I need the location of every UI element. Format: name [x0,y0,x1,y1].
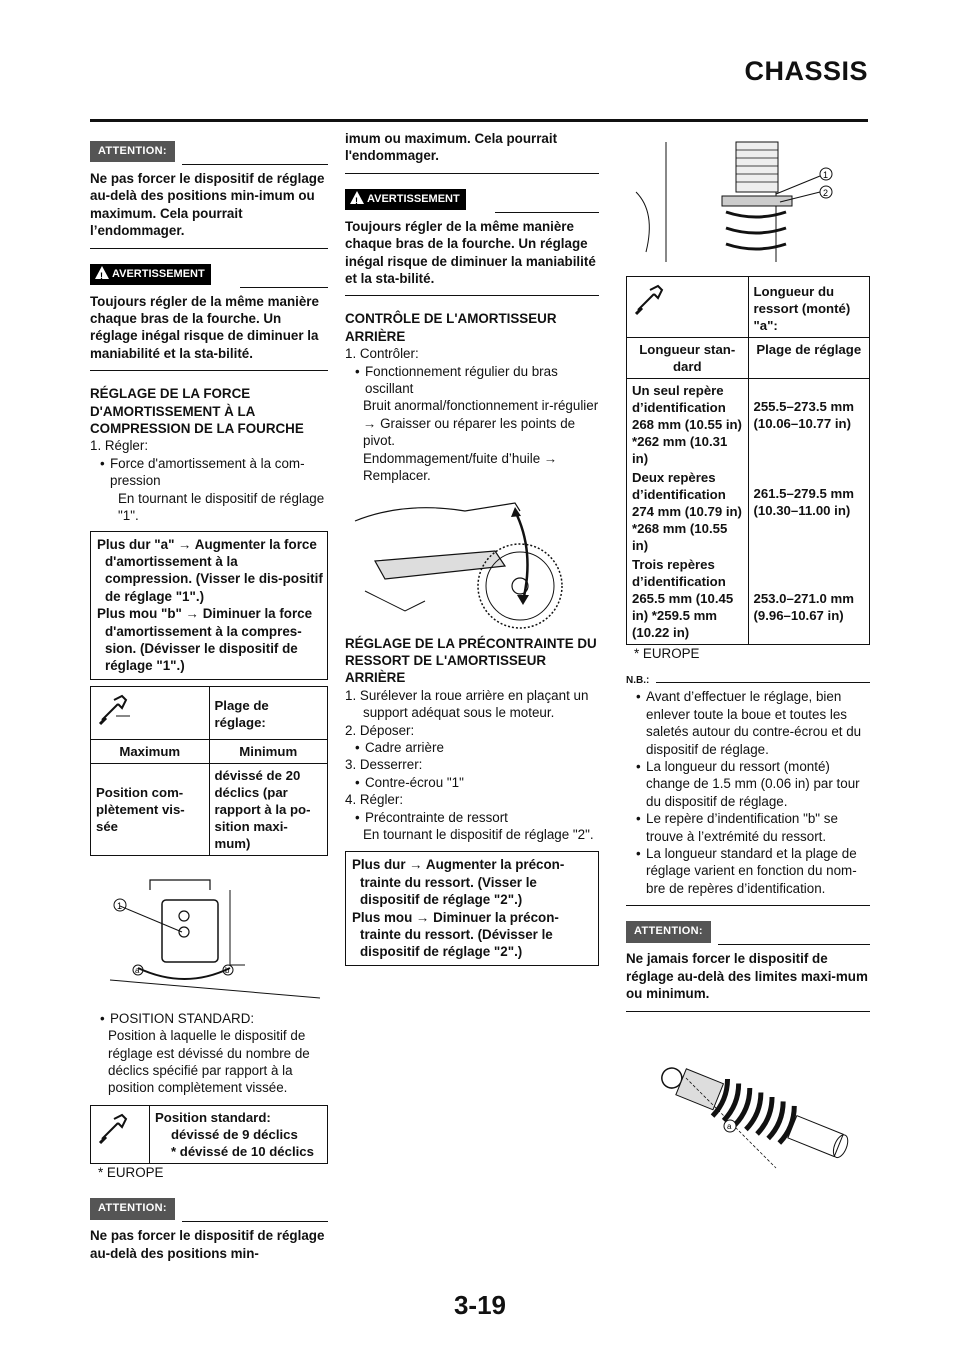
bullet: • Cadre arrière [345,739,599,756]
bullet: • Contre-écrou "1" [345,774,599,791]
warning-label [90,264,211,285]
caution-label: ATTENTION: [90,1198,175,1219]
nb-heading [626,670,870,688]
europe-note: * EUROPE [98,1164,164,1180]
std-row-2: Deux repères d’identification 274 mm (10.79 in) *268 mm (10.55 in) [632,470,742,553]
wrench-icon [96,1109,136,1149]
caution-text: Ne pas forcer le dispositif de réglage au-delà des positions min-imum ou maximum. Cela pourrait l’endommager. [90,160,328,249]
col-min: Minimum [209,739,328,763]
column-2 [345,130,599,966]
caution-rule [182,1221,328,1222]
sub-text: Endommagement/fuite d’huile → Remplacer. [363,450,558,484]
warning-label [345,189,466,210]
callout-1: 1 [117,900,123,911]
warning-heading [345,186,599,208]
range-values [748,379,870,645]
shock-spring-illustration [626,132,870,274]
adjust-box [345,851,599,965]
callout-1: 1 [823,170,829,180]
caution-rule [718,944,870,945]
warning-icon [350,191,364,204]
europe-note: * EUROPE [634,646,700,661]
nb-item: • Avant d’effectuer le réglage, bien enlever toute la boue et toutes les saletés autour du contre-écrou et du dispositif de réglage. [626,688,870,758]
column-1 [90,130,328,1262]
fork-adjuster-illustration [90,870,330,1000]
bullet: • POSITION STANDARD: [90,1010,328,1027]
spec-title: Plage de réglage: [209,686,328,739]
spec-table-1 [90,686,328,856]
section-heading: RÉGLAGE DE LA PRÉCONTRAINTE DU RESSORT DE L'AMORTISSEUR ARRIÈRE [345,635,597,686]
wrench-icon-cell [91,1105,150,1163]
spec-title: Longueur du ressort (monté) "a": [748,277,870,338]
warning-rule [495,212,599,213]
adjust-line-2: Plus mou → Diminuer la précon-trainte du ressort. (Dévisser le dispositif de réglage "2".) [352,909,559,960]
section-heading: CONTRÔLE DE L'AMORTISSEUR ARRIÈRE [345,311,557,344]
caution-heading [626,918,870,940]
warning-icon [95,266,109,279]
bullet: • Précontrainte de ressort [345,809,599,826]
nb-label: N.B.: [626,675,650,687]
step: 3. Desserrer: [345,757,423,773]
caution-text: Ne pas forcer le dispositif de réglage au-delà des positions min- [90,1228,325,1261]
warning-text: Toujours régler de la même manière chaque bras de la fourche. Un réglage inégal risque de diminuer la maniabilité et la sta-bilité. [90,283,328,372]
std-row-1: Un seul repère d’identification 268 mm (10.55 in) *262 mm (10.31 in) [632,383,742,466]
caution-text: Ne jamais forcer le dispositif de réglage au-delà des limites maxi-mum ou minimum. [626,940,870,1011]
bullet: • Force d'amortissement à la com-pression [90,455,328,490]
page-number: 3-19 [453,1290,507,1320]
wrench-icon [632,280,672,320]
warning-label-text: AVERTISSEMENT [367,192,460,205]
sub-text: En tournant le dispositif de réglage "1". [118,490,325,524]
callout-a: a [135,965,140,975]
nb-item: • La longueur standard et la plage de réglage varient en fonction du nom-bre de repères d’identification. [626,845,870,906]
caution-continued: imum ou maximum. Cela pourrait l'endommager. [345,130,599,174]
range-row-2: 261.5–279.5 mm (10.30–11.00 in) [753,486,854,518]
callout-a: a [727,1121,732,1131]
warning-label-text: AVERTISSEMENT [112,267,205,280]
sub-text: Bruit anormal/fonctionnement ir-régulier → Graisser ou réparer les points de pivot. [363,398,599,449]
step: 1. Surélever la roue arrière en plaçant un support adéquat sous le moteur. [345,687,589,721]
shock-top-figure [626,132,870,274]
adjust-box [90,531,328,680]
wrench-icon-cell [91,686,210,739]
spec-line-1: dévissé de 9 déclics [171,1126,298,1142]
shock-absorber-figure [626,1028,870,1188]
step: 1. Contrôler: [345,346,419,362]
swingarm-illustration [345,491,595,631]
wrench-icon-cell [627,277,749,338]
step: 1. Régler: [90,438,149,454]
warning-heading [90,261,328,283]
column-3 [626,132,870,1188]
nb-rule [656,682,870,683]
sub-text: Position à laquelle le dispositif de réglage est dévissé du nombre de déclics spécifié par rapport à la position complètement vissée. [108,1028,310,1096]
caution-heading [90,1195,328,1217]
caution-label: ATTENTION: [626,921,711,942]
nb-item: • La longueur du ressort (monté) change de 1.5 mm (0.06 in) par tour du dispositif de réglage. [626,758,870,810]
range-row-1: 255.5–273.5 mm (10.06–10.77 in) [753,399,854,431]
step: 2. Déposer: [345,722,415,738]
caution-heading [90,138,328,160]
spec-values [150,1105,328,1163]
adjuster-figure [90,870,328,1000]
shock-absorber-illustration [626,1028,870,1188]
col-range: Plage de réglage [748,338,870,379]
wrench-icon [96,690,136,730]
range-row-3: 253.0–271.0 mm (9.96–10.67 in) [753,591,854,623]
page-title: CHASSIS [744,56,868,86]
sub-text: En tournant le dispositif de réglage "2". [363,826,594,842]
bullet: • Fonctionnement régulier du bras oscillant [345,363,599,398]
spec-table-2 [90,1105,328,1164]
std-row-3: Trois repères d’identification 265.5 mm (10.45 in) *259.5 mm (10.22 in) [632,557,734,640]
spec-title: Position standard: [155,1109,271,1125]
section-heading: RÉGLAGE DE LA FORCE D'AMORTISSEMENT À LA COMPRESSION DE LA FOURCHE [90,386,304,437]
spring-spec-table [626,276,870,645]
max-value: Position com-plètement vis-sée [91,763,210,855]
min-value: dévissé de 20 déclics (par rapport à la po-sition maxi-mum) [209,763,328,855]
adjust-line-1: Plus dur "a" → Augmenter la force d'amortissement à la compression. (Visser le dis-positif de réglage "1".) [97,536,323,604]
warning-text: Toujours régler de la même manière chaque bras de la fourche. Un réglage inégal risque de diminuer la maniabilité et la sta-bilité. [345,208,599,297]
col-standard: Longueur stan-dard [627,338,749,379]
nb-item: • Le repère d’indentification "b" se trouve à l’extrémité du ressort. [626,810,870,845]
swingarm-figure [345,491,599,631]
callout-b: b [225,965,230,975]
spec-line-2: * dévissé de 10 déclics [171,1143,314,1159]
header-rule [90,119,868,122]
caution-rule [182,164,328,165]
col-max: Maximum [91,739,210,763]
caution-label: ATTENTION: [90,141,175,162]
callout-2: 2 [823,188,829,198]
adjust-line-2: Plus mou "b" → Diminuer la force d'amortissement à la compres-sion. (Dévisser le dispositif de réglage "1".) [97,606,313,674]
adjust-line-1: Plus dur → Augmenter la précon-trainte du ressort. (Visser le dispositif de réglage "2".) [352,857,565,908]
standard-values [627,379,749,645]
step: 4. Régler: [345,792,404,808]
warning-rule [240,287,328,288]
